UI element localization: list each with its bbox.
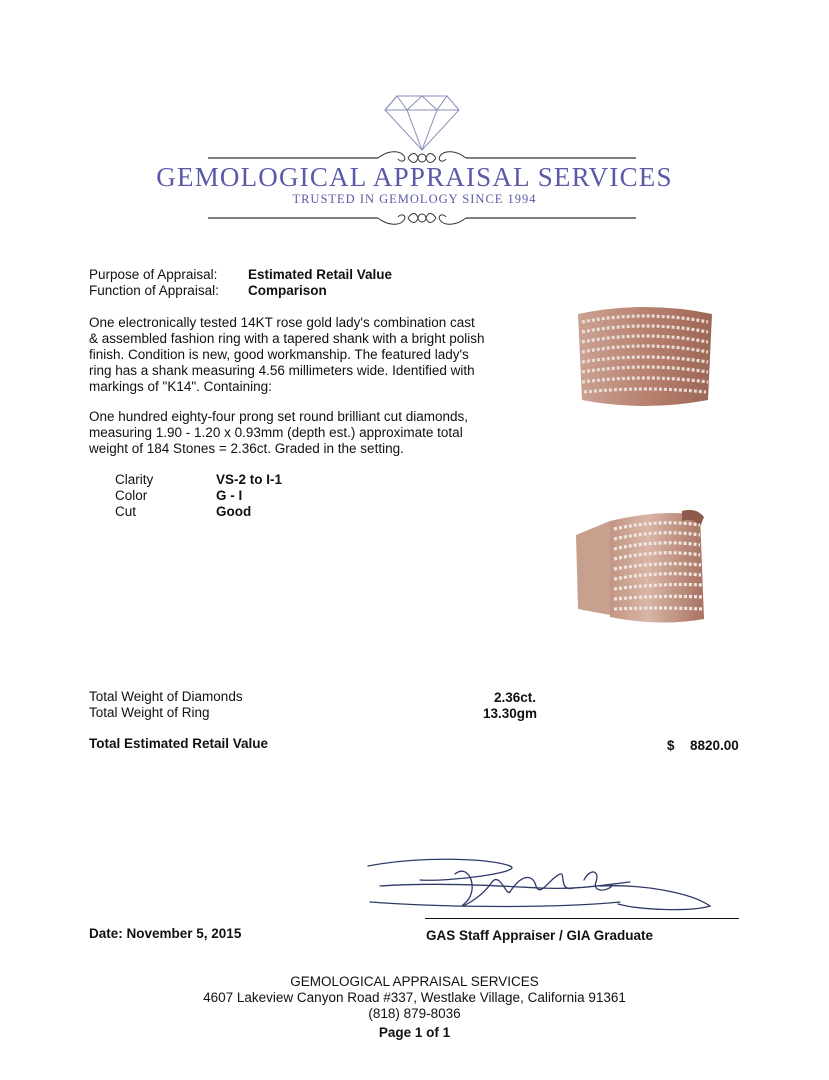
diamond-line: weight of 184 Stones = 2.36ct. Graded in the setting. [89,441,404,456]
retail-currency: $ [667,738,675,753]
ring-photo-front [570,300,720,418]
description-line: & assembled fashion ring with a tapered shank with a bright polish [89,331,485,346]
total-ring-weight-value: 13.30gm [483,706,538,721]
page-number: Page 1 of 1 [378,1025,451,1040]
footer-address: 4607 Lakeview Canyon Road #337, Westlake Village, California 91361 [203,990,626,1005]
color-label: Color [115,488,148,503]
purpose-value: Estimated Retail Value [248,267,393,282]
footer-phone: (818) 879-8036 [368,1006,461,1021]
color-value: G - I [216,488,243,503]
description-line: ring has a shank measuring 4.56 millimeters wide. Identified with [89,363,475,378]
footer-company: GEMOLOGICAL APPRAISAL SERVICES [290,974,539,989]
signer-title: GAS Staff Appraiser / GIA Graduate [426,928,654,943]
company-name-logo-text: GEMOLOGICAL APPRAISAL SERVICES [156,162,673,192]
clarity-label: Clarity [115,472,154,487]
company-tagline: TRUSTED IN GEMOLOGY SINCE 1994 [292,192,537,206]
description-line: finish. Condition is new, good workmanship. The featured lady's [89,347,469,362]
cut-label: Cut [115,504,137,519]
ring-photo-side [570,505,720,633]
description-line: markings of "K14". Containing: [89,379,272,394]
appraisal-date: Date: November 5, 2015 [89,926,242,941]
cut-value: Good [216,504,252,519]
total-diamond-weight-label: Total Weight of Diamonds [89,689,243,704]
diamond-line: One hundred eighty-four prong set round brilliant cut diamonds, [89,409,468,424]
function-value: Comparison [248,283,327,298]
signature-line [425,918,739,919]
diamond-icon [383,92,461,152]
signature [360,852,730,922]
function-label: Function of Appraisal: [89,283,219,298]
total-diamond-weight-value: 2.36ct. [494,690,537,705]
diamond-description [89,409,509,457]
company-logo [0,0,829,232]
clarity-value: VS-2 to I-1 [216,472,283,487]
total-ring-weight-label: Total Weight of Ring [89,705,210,720]
retail-value-label: Total Estimated Retail Value [89,736,269,751]
purpose-label: Purpose of Appraisal: [89,267,218,282]
item-description [89,315,509,395]
scroll-ornament-icon [208,208,636,228]
description-line: One electronically tested 14KT rose gold lady's combination cast [89,315,475,330]
retail-amount: 8820.00 [690,738,739,753]
diamond-line: measuring 1.90 - 1.20 x 0.93mm (depth est.) approximate total [89,425,463,440]
